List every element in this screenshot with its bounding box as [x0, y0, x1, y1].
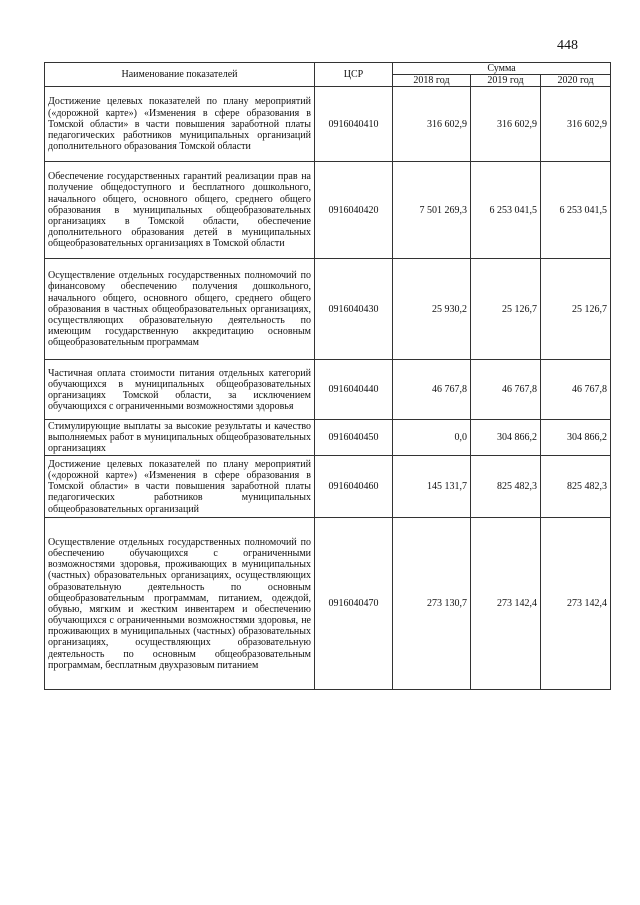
row-value-2019: 316 602,9	[471, 87, 541, 162]
table-row	[45, 87, 611, 162]
header-year-2019: 2019 год	[471, 75, 541, 87]
row-code: 0916040410	[315, 87, 393, 162]
row-code: 0916040430	[315, 259, 393, 360]
table-row	[45, 360, 611, 420]
row-name: Достижение целевых показателей по плану мероприятий («дорожной карте») «Изменения в сфере образования в Томской области» в части повышения заработной платы педагогических работников муниципальных организаций дополнительного образования Томской области	[45, 87, 315, 162]
row-code: 0916040450	[315, 420, 393, 456]
row-value-2020: 304 866,2	[541, 420, 611, 456]
row-name: Стимулирующие выплаты за высокие результаты и качество выполняемых работ в муниципальных общеобразовательных организациях	[45, 420, 315, 456]
row-value-2020: 25 126,7	[541, 259, 611, 360]
table-row	[45, 518, 611, 690]
header-year-2018: 2018 год	[393, 75, 471, 87]
row-value-2019: 6 253 041,5	[471, 162, 541, 259]
row-name: Обеспечение государственных гарантий реализации прав на получение общедоступного и бесплатного дошкольного, начального общего, основного общего, среднего общего образования в муниципальных общеобразовательных организациях в Томской области, обеспечение дополнительного образования детей в муниципальных общеобразовательных организациях в Томской области	[45, 162, 315, 259]
row-code: 0916040420	[315, 162, 393, 259]
budget-table	[44, 62, 611, 690]
row-value-2018: 273 130,7	[393, 518, 471, 690]
row-name: Осуществление отдельных государственных полномочий по обеспечению обучающихся с ограниченными возможностями здоровья, проживающих в муниципальных (частных) образовательных организациях, осуществляющих образовательную деятельность по основным общеобразовательным программам, питанием, одеждой, обувью, мягким и жестким инвентарем и обеспечению обучающихся с ограниченными возможностями здоровья, не проживающих в муниципальных (частных) образовательных организациях, осуществляющих образовательную деятельность по основным общеобразовательным программам, бесплатным двухразовым питанием	[45, 518, 315, 690]
table-header-row	[45, 63, 611, 75]
row-code: 0916040460	[315, 456, 393, 518]
row-name: Частичная оплата стоимости питания отдельных категорий обучающихся в муниципальных общеобразовательных организациях Томской области, за исключением обучающихся с ограниченными возможностями здоровья	[45, 360, 315, 420]
page-number: 448	[557, 38, 578, 53]
table-row	[45, 420, 611, 456]
row-value-2018: 145 131,7	[393, 456, 471, 518]
row-value-2019: 304 866,2	[471, 420, 541, 456]
row-name: Достижение целевых показателей по плану мероприятий («дорожной карте») «Изменения в сфере образования в Томской области» в части повышения заработной платы педагогических работников муниципальных общеобразовательных организаций	[45, 456, 315, 518]
row-value-2020: 316 602,9	[541, 87, 611, 162]
row-value-2018: 7 501 269,3	[393, 162, 471, 259]
table-row	[45, 259, 611, 360]
row-code: 0916040470	[315, 518, 393, 690]
row-value-2019: 273 142,4	[471, 518, 541, 690]
header-sum: Сумма	[393, 63, 611, 75]
row-value-2020: 825 482,3	[541, 456, 611, 518]
row-value-2020: 273 142,4	[541, 518, 611, 690]
row-value-2020: 46 767,8	[541, 360, 611, 420]
header-code: ЦСР	[315, 63, 393, 87]
row-value-2019: 46 767,8	[471, 360, 541, 420]
row-name: Осуществление отдельных государственных полномочий по финансовому обеспечению получения дошкольного, начального общего, основного общего, среднего общего образования в частных общеобразовательных организациях, осуществляющих образовательную деятельность по имеющим государственную аккредитацию основным общеобразовательным программам	[45, 259, 315, 360]
row-value-2018: 25 930,2	[393, 259, 471, 360]
row-value-2019: 825 482,3	[471, 456, 541, 518]
table-row	[45, 162, 611, 259]
row-value-2018: 316 602,9	[393, 87, 471, 162]
header-year-2020: 2020 год	[541, 75, 611, 87]
header-name: Наименование показателей	[45, 63, 315, 87]
table-row	[45, 456, 611, 518]
row-value-2018: 46 767,8	[393, 360, 471, 420]
row-value-2018: 0,0	[393, 420, 471, 456]
row-code: 0916040440	[315, 360, 393, 420]
row-value-2019: 25 126,7	[471, 259, 541, 360]
row-value-2020: 6 253 041,5	[541, 162, 611, 259]
